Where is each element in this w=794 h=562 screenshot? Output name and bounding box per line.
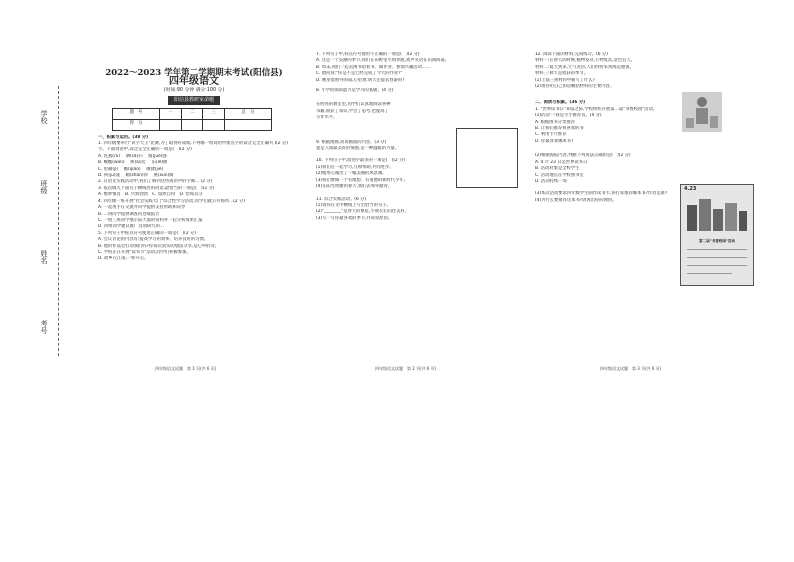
question-line: 5. 下列句子中标点符号使用正确的一项是( )(2 分) <box>98 230 196 236</box>
question-line: (1)请你在文中横线上写出恰当的句子。 <box>316 202 391 208</box>
question-line: (4)在阳光明媚的春天,我们去郊外踏青。 <box>316 184 393 190</box>
question-line: A. 这是一个美丽的季节,我们在田野里尽情奔跑,欢声笑语在山间回荡。 <box>316 58 449 64</box>
question-line: 3. 依次填入下面句子横线处的词语,最恰当的一项是( )(2 分) <box>98 185 215 191</box>
score-cell[interactable] <box>181 119 203 130</box>
poster-books-icon <box>681 195 753 235</box>
score-cell[interactable] <box>160 119 182 130</box>
question-line: D. 你最喜欢哪本书? <box>535 138 574 144</box>
question-line: B. 他的作品会打动我们吗?你每次真实的想法分享,是心中的诗。 <box>98 243 220 249</box>
question-line: A. 乳燕(rǔ) 洒(sǎ)扫 倔(jué)强 <box>98 153 167 159</box>
binding-label-class: 班级 <box>40 180 48 194</box>
question-line: 材料三:秋天是收获的季节。 <box>535 71 589 77</box>
question-line: 爱是人间最美好的情感,是一种温暖的力量。 <box>316 146 400 152</box>
question-line: C. 一组三班同学展示前大量的资料并一起分析成果汇报 <box>98 217 203 223</box>
question-line: 在明亮的教室里,同学们认真地阅读各种 <box>316 102 391 108</box>
question-line: 1. "世界读书日"来临之际,学校组织开展第二届"书香校园"活动。 <box>535 106 658 112</box>
question-line: C. 活动地点在学校图书室 <box>535 172 584 178</box>
page-footer: 四年级语文试题 第 2 页(共 6 页) <box>375 366 437 371</box>
image-answer-box[interactable] <box>456 128 518 188</box>
score-header: 题 号 <box>113 108 160 119</box>
illustration-figure <box>682 92 722 132</box>
question-line: (1)我们在一起学习,互相帮助,共同进步。 <box>316 164 394 170</box>
question-line: 写作水平。 <box>316 115 338 121</box>
question-line: (3)我们要做一个有理想、有道德的新时代少年。 <box>316 177 409 183</box>
question-line: 材料一:在春天的时候,植物发芽,万物复苏,景色宜人。 <box>535 58 636 64</box>
question-line: (3)写一写你最喜欢的季节,并说说原因。 <box>316 215 393 221</box>
question-line: 2. 在语文实践活动中,我们了解到这些成语中的字源... (2 分) <box>98 179 213 185</box>
score-cell[interactable] <box>203 119 225 130</box>
exam-meta: (时间:90 分钟 满分:100 分) <box>163 87 225 93</box>
section-heading: 二、阅读与积累。(36 分) <box>535 100 586 106</box>
question-line: C. 慰藉(jí) 瞧(qiáo) 敏捷(jié) <box>98 166 164 172</box>
question-line: A. 根据图书分类推荐 <box>535 119 575 125</box>
question-line: (2)根据海报内容,判断下列说法正确的是( )(2 分) <box>535 153 631 159</box>
question-line: D. 活动持续一周 <box>535 178 567 184</box>
score-header: 二 <box>181 108 203 119</box>
question-line: 7. 下列句子中,标点符号使用不正确的一项是( )(2 分) <box>316 52 420 57</box>
poster-date: 4.23 <box>684 186 697 192</box>
score-cell[interactable] <box>224 119 271 130</box>
score-table <box>112 108 272 131</box>
question-line: B. 周末,我们一起去图书馆看书、做作业、参加兴趣活动...... <box>316 64 431 70</box>
question-line: 11. 综合实践活动。(6 分) <box>316 196 367 202</box>
exam-title: 2022～2023 学年第二学期期末考试(阳信县) <box>105 68 283 78</box>
question-line: (2)"________"是春天的象征,小朋友们向往美好。 <box>316 209 410 215</box>
question-line: 书籍,收获了知识,学会了思考,也提高了 <box>316 108 389 114</box>
question-line: (1)上面三则材料中描写了什么? <box>535 77 595 83</box>
question-line: A. 4 月 23 日是世界读书日 <box>535 159 588 165</box>
question-line: A. 惟妙惟肖 B. 兴致勃勃 C. 悠然自得 D. 恰如其分 <box>98 192 203 198</box>
question-line: (3)本次活动要求四年级学生制作读书卡,你打算推荐哪本书?作者是谁? <box>535 191 668 197</box>
question-line: 9. 根据图画,说说画面的内容。(3 分) <box>316 139 387 145</box>
question-line: (4)为什么要推荐这本书?请说出你的理由。 <box>535 197 617 203</box>
binding-label-school: 学校 <box>40 110 48 124</box>
question-line: D. 四组同学建议推广这项研究的... <box>98 224 164 230</box>
exam-publisher: 阳信县教研室命题 <box>98 96 290 104</box>
question-line: D. 拘(jū)谨 瞻(zhān)仰 熏(xūn)陶 <box>98 173 174 179</box>
question-line: (1)活动一:我是小小推荐员。(4 分) <box>535 113 602 119</box>
binding-line <box>58 86 59 356</box>
question-line: C. 他问我:"你是不是已经完成了今天的作业?" <box>316 71 403 77</box>
question-line: 12. 阅读下面的材料,完成练习。(6 分) <box>535 52 608 57</box>
reading-day-poster <box>680 184 754 286</box>
page-column-1 <box>98 52 290 263</box>
question-line: A. 一起用手在交流并向学提供支持帮助和向导 <box>98 205 186 211</box>
question-line: C. 利用卡片推荐 <box>535 132 567 138</box>
binding-label-number: 考号 <box>40 320 48 334</box>
question-line: 字。下面词语中,读音完全正确的一项是( )(2 分) <box>98 147 192 153</box>
question-line: (2)他用心画出了一幅美丽的风景画。 <box>316 171 387 177</box>
question-line: (2)请你用自己的话概括材料的主要内容。 <box>535 84 615 90</box>
illustration-image <box>682 92 722 132</box>
poster-caption: 第二届"书香校园"活动 <box>698 239 736 243</box>
score-header: 一 <box>160 108 182 119</box>
question-line: C. 学校正在开展"读书节"活动,同学们积极参加。 <box>98 249 191 255</box>
exam-subject: 四年级语文 <box>169 76 219 88</box>
question-line: 4. 四年级一班开展"社会实践大门"综合性学习活动,同学们就公共场所...(2 分) <box>98 198 245 204</box>
score-header: 三 <box>203 108 225 119</box>
binding-label-name: 姓名 <box>40 250 48 264</box>
page-footer: 四年级语文试题 第 3 页(共 6 页) <box>600 366 662 371</box>
question-line: 10. 下列句子中,错别字最多的一项是( )(2 分) <box>316 158 406 164</box>
page-footer: 四年级语文试题 第 1 页(共 6 页) <box>155 366 217 371</box>
question-line: 一、积累与运用。(38 分) <box>98 134 149 140</box>
score-row-label: 得 分 <box>113 119 160 130</box>
question-line: B. 二班同学提供调查问卷或报告 <box>98 211 160 217</box>
question-line: D. 她望着窗外的雨,心里想:明天还能去春游吗? <box>316 77 405 83</box>
score-header: 总 分 <box>224 108 271 119</box>
question-line: 8. 小学的阅读能力是学习的基础。(4 分) <box>316 88 394 94</box>
question-line: 材料二:夏天到来,天气炎热,人们纷纷来到海边避暑。 <box>535 64 634 70</box>
question-line: B. 蜿蜒(wān) 挨(ái)近 乐(lè)曲 <box>98 160 168 166</box>
question-line: D. 故乡在江南,一样开心。 <box>98 256 149 262</box>
question-line: A. 会议讨论的内容有:提高学习的效率、培养良好的习惯。 <box>98 237 209 243</box>
question-line: 1. 四年级要举行"识字大王"比赛,为了取得好成绩,下列哪一组词语中加点字的读音完全正确?( )(2 分) <box>98 141 288 147</box>
question-line: B. 让我们推荐我喜欢的书 <box>535 126 584 132</box>
question-line: B. 活动对象是全校学生 <box>535 166 580 172</box>
